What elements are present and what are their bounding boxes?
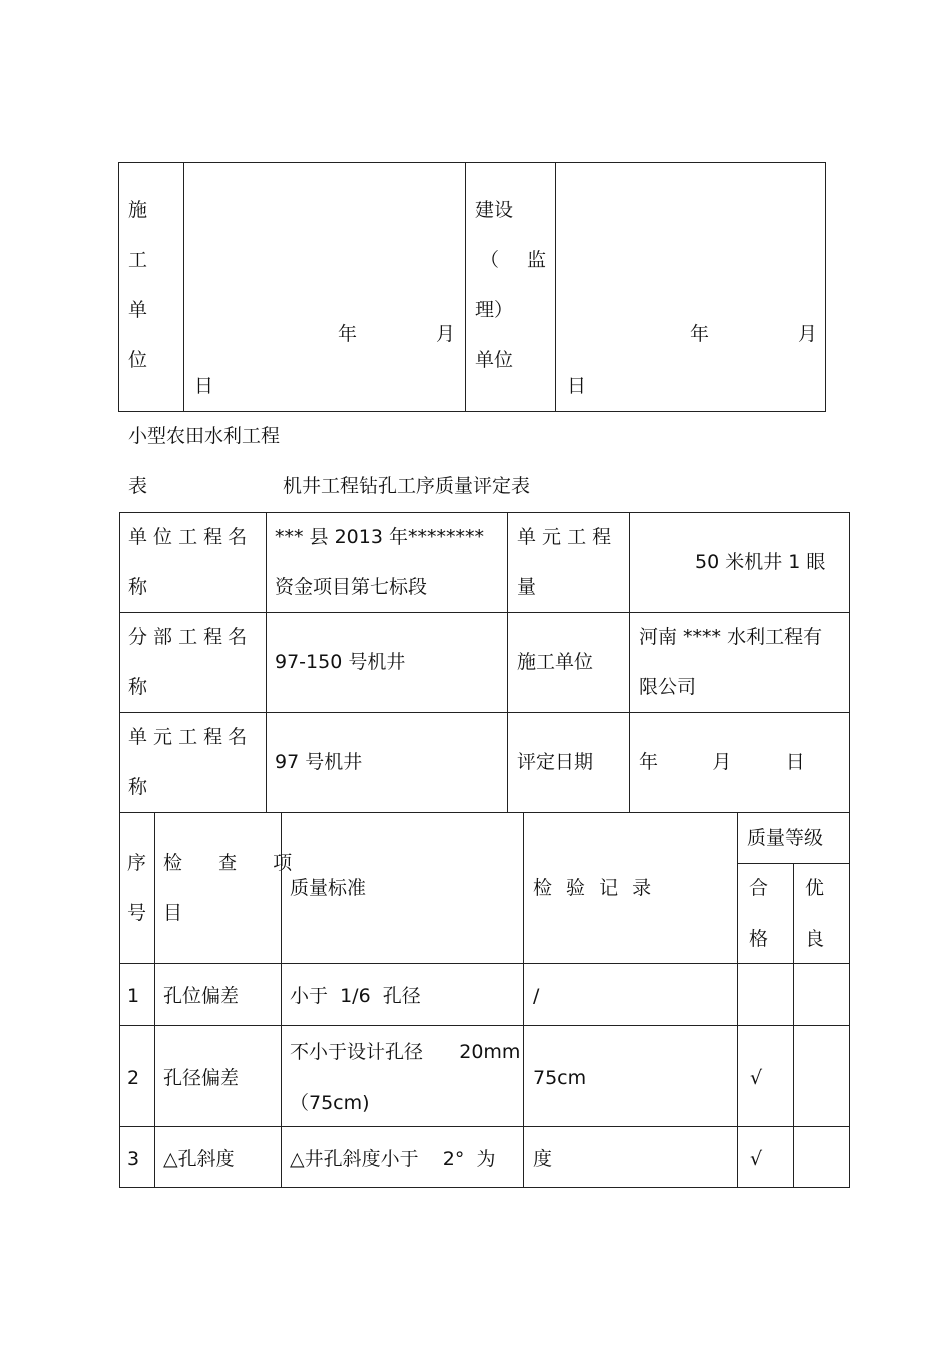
- row-record: 75cm: [533, 1067, 587, 1089]
- header-seq-1: 序: [127, 852, 147, 874]
- form-title-prefix: 表: [128, 475, 148, 497]
- header-item-1: 检 查 项: [163, 852, 301, 874]
- division-name-label-2: 称: [128, 676, 148, 698]
- construction-unit-value-2: 限公司: [639, 676, 697, 698]
- row-record: /: [533, 985, 540, 1007]
- row-standard: △井孔斜度小于 2° 为: [290, 1148, 496, 1170]
- row-seq: 3: [127, 1148, 140, 1170]
- element-name-label-1: 单 元 工 程 名: [128, 726, 248, 748]
- header-pass-1: 合: [749, 877, 769, 899]
- header-pass-2: 格: [749, 928, 769, 950]
- form-title-line1: 小型农田水利工程: [128, 425, 281, 447]
- unit-project-name-label-2: 称: [128, 576, 148, 598]
- owner-date-year: 年: [690, 323, 710, 345]
- row-standard: 小于 1/6 孔径: [290, 985, 421, 1007]
- row-record: 度: [533, 1148, 553, 1170]
- owner-date-month: 月: [798, 323, 818, 345]
- row-standard-line1: 不小于设计孔径 20mm: [290, 1041, 521, 1063]
- construction-date-year: 年: [338, 323, 358, 345]
- owner-label-5: 单位: [475, 349, 514, 371]
- owner-date-day: 日: [567, 375, 587, 397]
- construction-unit-label-3: 单: [128, 299, 148, 321]
- header-record: 检 验 记 录: [533, 877, 656, 899]
- row-item: 孔位偏差: [163, 985, 240, 1007]
- construction-unit-label-2: 工: [128, 249, 148, 271]
- eval-date-label: 评定日期: [517, 751, 594, 773]
- row-seq: 1: [127, 985, 140, 1007]
- division-name-label-1: 分 部 工 程 名: [128, 626, 248, 648]
- row-pass: √: [750, 1148, 763, 1170]
- header-excellent-1: 优: [805, 877, 825, 899]
- unit-quantity-value: 50 米机井 1 眼: [695, 551, 826, 573]
- construction-unit-value-1: 河南 **** 水利工程有: [639, 626, 823, 648]
- eval-date-value: 年 月 日: [639, 751, 805, 773]
- form-title: 机井工程钻孔工序质量评定表: [283, 475, 531, 497]
- construction-date-day: 日: [194, 375, 214, 397]
- owner-label-4: 理）: [475, 299, 514, 321]
- element-name-value: 97 号机井: [275, 751, 363, 773]
- header-grade: 质量等级: [747, 827, 824, 849]
- unit-project-name-value-2: 资金项目第七标段: [275, 576, 428, 598]
- header-excellent-2: 良: [805, 928, 825, 950]
- header-item-2: 目: [163, 902, 183, 924]
- header-seq-2: 号: [127, 902, 147, 924]
- construction-date-month: 月: [436, 323, 456, 345]
- unit-quantity-label-2: 量: [517, 576, 537, 598]
- row-item: 孔径偏差: [163, 1067, 240, 1089]
- unit-project-name-label-1: 单 位 工 程 名: [128, 526, 248, 548]
- row-pass: √: [750, 1067, 763, 1089]
- division-name-value: 97-150 号机井: [275, 651, 406, 673]
- element-name-label-2: 称: [128, 776, 148, 798]
- owner-label-3: 监: [527, 249, 547, 271]
- unit-project-name-value-1: *** 县 2013 年********: [275, 526, 484, 548]
- owner-label-1: 建设: [475, 199, 514, 221]
- construction-unit-label: 施工单位: [517, 651, 594, 673]
- row-standard-line2: （75cm): [290, 1092, 370, 1114]
- row-item: △孔斜度: [163, 1148, 235, 1170]
- unit-quantity-label-1: 单 元 工 程: [517, 526, 612, 548]
- construction-unit-label-1: 施: [128, 199, 148, 221]
- owner-label-2: （: [480, 249, 500, 271]
- header-standard: 质量标准: [290, 877, 367, 899]
- row-seq: 2: [127, 1067, 140, 1089]
- construction-unit-label-4: 位: [128, 349, 148, 371]
